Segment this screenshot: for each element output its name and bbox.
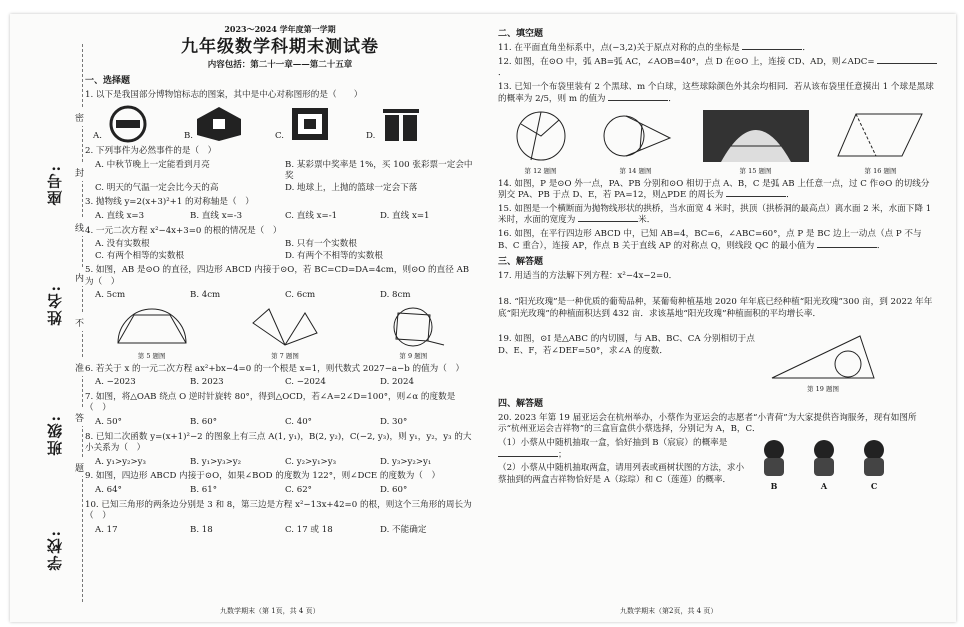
seal-char: 封 (75, 164, 84, 181)
option-d: D. 不能确定 (380, 524, 427, 535)
option-a: A. 5cm (95, 290, 126, 301)
figure-12 (511, 108, 571, 176)
inscribed-quad-diagram-icon (378, 305, 448, 349)
exam-scope: 内容包括：第二十一章——第二十五章 (207, 59, 353, 70)
answer-blank[interactable] (817, 247, 877, 248)
figure-caption: 第 16 题图 (864, 166, 897, 175)
option-a: A. 17 (95, 524, 118, 535)
figure-14 (596, 108, 676, 176)
question-14: 14. 如图，P 是⊙O 外一点，PA、PB 分别和⊙O 相切于点 A、B，C 是弧 AB 上任意一点，过 C 作⊙O 的切线分别交 PA、PB 于点 D、E，若 PA=12，则△PDE 的周长为 ． (498, 178, 930, 201)
option-c: C. 62° (285, 484, 312, 495)
option-d: D. 直线 x=1 (380, 210, 430, 221)
q4-options (95, 239, 475, 262)
figures-row-left (85, 305, 475, 361)
option-label: A. (93, 131, 102, 142)
question-3: 3. 抛物线 y=2(x+3)²+1 的对称轴是（ ） (85, 197, 254, 208)
option-a: A. −2023 (95, 377, 136, 388)
museum-logo-b-icon (193, 105, 245, 143)
option-d: D. 30° (380, 416, 408, 427)
option-a: A. 中秋节晚上一定能看到月亮 (95, 159, 210, 170)
figure-19 (768, 334, 878, 394)
circle-chord-diagram-icon (511, 108, 571, 164)
answer-blank[interactable] (726, 196, 786, 197)
section-heading: 三、解答题 (498, 257, 544, 268)
figure-caption: 第 14 题图 (619, 166, 652, 175)
mascot-c (856, 438, 892, 492)
mascot-a (806, 438, 842, 492)
answer-blank[interactable] (608, 100, 668, 101)
answer-blank[interactable] (742, 49, 802, 50)
seal-char: 内 (75, 269, 84, 286)
exam-title: 九年级数学科期末测试卷 (181, 36, 379, 57)
class-label: 班级: (46, 414, 64, 456)
option-c: C. 17 或 18 (285, 524, 333, 535)
incircle-diagram-icon (768, 334, 878, 382)
seal-char: 准 (75, 359, 84, 376)
question-text: 16. 如图，在平行四边形 ABCD 中，已知 AB=4，BC=6，∠ABC=60°，点 P 是 BC 边上一动点（点 P 不与 B、C 重合），连接 AP，作点 B 关于直线 AP 的对称点 Q，则线段 QC 的最小值为 (498, 229, 922, 251)
q1-options-figures (93, 105, 475, 143)
figure-caption: 第 5 题图 (137, 351, 166, 360)
figure-5 (112, 305, 192, 361)
right-column (498, 24, 938, 492)
section-heading: 一、选择题 (85, 76, 131, 87)
q2-options (95, 160, 475, 195)
question-20-part2: （2）小蔡从中随机抽取两盒，请用列表或画树状图的方法，求小蔡抽到的两盒吉祥物恰好是 A（琮琮）和 C（莲莲）的概率． (498, 463, 745, 485)
museum-logo-c-icon (284, 105, 336, 143)
parallelogram-diagram-icon (836, 108, 926, 164)
option-d: D. 地球上，上抛的篮球一定会下落 (285, 182, 418, 193)
option-b: B. 61° (190, 484, 218, 495)
question-12: 12. 如图，在⊙O 中，弧 AB=弧 AC，∠AOB=40°，点 D 在⊙O 上，连接 CD、AD，则∠ADC= ． (498, 57, 938, 80)
figure-caption: 第 7 题图 (271, 351, 299, 360)
school-label: 学校: (46, 529, 64, 571)
q20-block (498, 438, 938, 492)
seal-char: 线 (75, 219, 84, 236)
option-d: D. 2024 (380, 377, 414, 388)
question-13: 13. 已知一个布袋里装有 2 个黑球、m 个白球，这些球除颜色外其余均相同．若从该布袋里任意摸出 1 个球是黑球的概率为 2/5，则 m 的值为 ． (498, 81, 934, 104)
option-b: B. 60° (190, 416, 218, 427)
option-a: A. 50° (95, 416, 122, 427)
q3-options (95, 211, 475, 223)
option-d: D. y₃>y₂>y₁ (380, 456, 432, 467)
answer-blank[interactable] (578, 221, 638, 222)
option-a: A. 64° (95, 484, 122, 495)
question-15: 15. 如图是一个横断面为抛物线形状的拱桥，当水面宽 4 米时，拱顶（拱桥洞的最高点）离水面 2 米，水面下降 1 米时，水面的宽度为 米． (498, 203, 932, 226)
option-d: D. 8cm (380, 290, 411, 301)
seal-char: 题 (75, 459, 84, 476)
option-b: B. 某彩票中奖率是 1%，买 100 张彩票一定会中奖 (285, 159, 473, 182)
q9-options (95, 485, 475, 497)
option-d: D. 60° (380, 484, 408, 495)
q5-options (95, 290, 475, 302)
section-heading: 二、填空题 (498, 29, 544, 39)
option-b: B. y₁>y₃>y₂ (190, 456, 242, 467)
footer-right: 九数学期末（第2页，共 4 页） (620, 607, 718, 615)
option-c: C. 有两个相等的实数根 (95, 250, 185, 261)
figure-caption: 第 15 题图 (739, 166, 772, 175)
mascot-label: A (820, 480, 828, 491)
option-b: B. 直线 x=-3 (190, 210, 243, 221)
figure-9 (378, 305, 448, 361)
option-c: C. y₂>y₁>y₃ (285, 456, 337, 467)
option-label: C. (275, 131, 285, 142)
section-heading: 四、解答题 (498, 398, 544, 409)
binding-strip (22, 14, 92, 622)
q10-options (95, 525, 475, 537)
option-b: B. 18 (190, 524, 213, 535)
option-b: B. 只有一个实数根 (285, 239, 357, 250)
left-column (85, 24, 475, 539)
museum-logo-a-icon (102, 105, 154, 143)
seal-char: 密 (75, 109, 84, 126)
option-d: D. 有两个不相等的实数根 (285, 250, 383, 261)
option-a: A. 没有实数根 (95, 239, 150, 250)
semicircle-diagram-icon (112, 305, 192, 349)
question-10: 10. 已知三角形的两条边分别是 3 和 8，第三边是方程 x²−13x+42=0 的根，则这个三角形的周长为（ ） (85, 499, 472, 522)
question-text: 15. 如图是一个横断面为抛物线形状的拱桥，当水面宽 4 米时，拱顶（拱桥洞的最高点）离水面 2 米，水面下降 1 米时，水面的宽度为 (498, 203, 932, 226)
q8-options (95, 457, 475, 469)
option-c: C. 直线 x=-1 (285, 210, 338, 221)
q7-options (95, 417, 475, 429)
option-label: D. (366, 131, 376, 142)
question-20: 20. 2023 年第 19 届亚运会在杭州举办，小蔡作为亚运会的志愿者“小青荷”为大家提供咨询服务，现有如图所示“杭州亚运会吉祥物”的三盒盲盒供小蔡选择，分别记为 A，B，C． (498, 412, 917, 435)
question-20-part1: （1）小蔡从中随机抽取一盒，恰好抽到 B（宸宸）的概率是 ； (498, 437, 728, 460)
id-label: 座号: (46, 164, 64, 206)
seal-char: 答 (75, 409, 84, 426)
option-b: B. 2023 (190, 377, 224, 388)
figure-15 (701, 108, 811, 176)
question-text: 14. 如图，P 是⊙O 外一点，PA、PB 分别和⊙O 相切于点 A、B，C 是弧 AB 上任意一点，过 C 作⊙O 的切线分别交 PA、PB 于点 D、E，若 PA=12，则△PDE 的周长为 (498, 178, 930, 201)
mascot-icon (806, 438, 842, 478)
question-9: 9. 如图，四边形 ABCD 内接于⊙O，如果∠BOD 的度数为 122°，则∠DCE 的度数为（ ） (85, 471, 441, 482)
question-8: 8. 已知二次函数 y=(x+1)²−2 的图象上有三点 A(1, y₁)，B(2, y₂)，C(−2, y₃)，则 y₁，y₂，y₃ 的大小关系为（ ） (85, 431, 472, 454)
option-c: C. 明天的气温一定会比今天的高 (95, 182, 219, 193)
question-4: 4. 一元二次方程 x²−4x+3=0 的根的情况是（ ） (85, 225, 282, 236)
question-text: 13. 已知一个布袋里装有 2 个黑球、m 个白球，这些球除颜色外其余均相同．若从该布袋里任意摸出 1 个球是黑球的概率为 2/5，则 m 的值为 (498, 81, 934, 104)
question-11: 11. 在平面直角坐标系中，点(−3,2)关于原点对称的点的坐标是 ． (498, 43, 811, 54)
question-6: 6. 若关于 x 的一元二次方程 ax²+bx−4=0 的一个根是 x=1，则代数式 2027−a−b 的值为（ ） (85, 363, 465, 374)
rotation-diagram-icon (245, 305, 325, 349)
mascot-row (756, 438, 892, 492)
question-2: 2. 下列事件为必然事件的是（ ） (85, 145, 217, 156)
question-1: 1. 以下是我国部分博物馆标志的图案，其中是中心对称图形的是（ ） (85, 90, 363, 101)
question-16: 16. 如图，在平行四边形 ABCD 中，已知 AB=4，BC=6，∠ABC=60°，点 P 是 BC 边上一动点（点 P 不与 B、C 重合），连接 AP，作点 B 关于直线 AP 的对称点 Q，则线段 QC 的最小值为 ． (498, 229, 922, 251)
mascot-label: B (770, 480, 778, 491)
question-text: （1）小蔡从中随机抽取一盒，恰好抽到 B（宸宸）的概率是 (498, 437, 728, 448)
figures-row-right (498, 108, 938, 176)
mascot-label: C (870, 480, 878, 491)
term-line: 2023～2024 学年度第一学期 (224, 24, 336, 34)
question-text: 12. 如图，在⊙O 中，弧 AB=弧 AC，∠AOB=40°，点 D 在⊙O 上，连接 CD、AD，则∠ADC= (498, 56, 875, 67)
mascot-b (756, 438, 792, 492)
mascot-icon (856, 438, 892, 478)
exam-sheet (10, 14, 956, 622)
footer-left: 九数学期末（第 1页，共 4 页） (220, 607, 320, 615)
q20-subparts (498, 438, 748, 492)
seal-char: 不 (75, 314, 84, 331)
option-c: C. −2024 (285, 377, 326, 388)
question-18: 18. “阳光玫瑰”是一种优质的葡萄品种，某葡萄种植基地 2020 年年底已经种植“阳光玫瑰”300 亩，到 2022 年年底“阳光玫瑰”的种植面积达到 432 亩．求该基地“阳光玫瑰”种植面积的平均增长率． (498, 296, 933, 319)
option-c: C. 40° (285, 416, 312, 427)
answer-blank[interactable] (498, 456, 558, 457)
museum-logo-d-icon (375, 105, 427, 143)
question-19: 19. 如图，⊙I 是△ABC 的内切圆，与 AB、BC、CA 分别相切于点 D、E、F，若∠DEF=50°，求∠A 的度数． (498, 334, 755, 356)
q6-options (95, 377, 475, 389)
option-b: B. 4cm (190, 290, 221, 301)
figure-7 (245, 305, 325, 361)
figure-caption: 第 9 题图 (399, 351, 428, 360)
answer-blank[interactable] (877, 63, 937, 64)
option-a: A. y₁>y₂>y₃ (95, 456, 146, 467)
question-text: 11. 在平面直角坐标系中，点(−3,2)关于原点对称的点的坐标是 (498, 43, 740, 54)
figure-caption: 第 19 题图 (807, 384, 839, 393)
question-7: 7. 如图，将△OAB 绕点 O 逆时针旋转 80°，得到△OCD，若∠A=2∠D=100°，则∠α 的度数是（ ） (85, 391, 456, 414)
option-a: A. 直线 x=3 (95, 210, 145, 221)
option-label: B. (183, 131, 194, 142)
tangent-diagram-icon (596, 108, 676, 164)
option-c: C. 6cm (285, 290, 316, 301)
q19-block (498, 334, 938, 394)
name-label: 姓名: (46, 284, 64, 326)
arch-bridge-diagram-icon (701, 108, 811, 164)
question-5: 5. 如图，AB 是⊙O 的直径，四边形 ABCD 内接于⊙O，若 BC=CD=DA=4cm，则⊙O 的直径 AB 为（ ） (85, 265, 470, 287)
figure-16 (836, 108, 926, 176)
mascot-icon (756, 438, 792, 478)
figure-caption: 第 12 题图 (524, 166, 557, 175)
question-17: 17. 用适当的方法解下列方程：x²−4x−2=0． (498, 271, 678, 282)
